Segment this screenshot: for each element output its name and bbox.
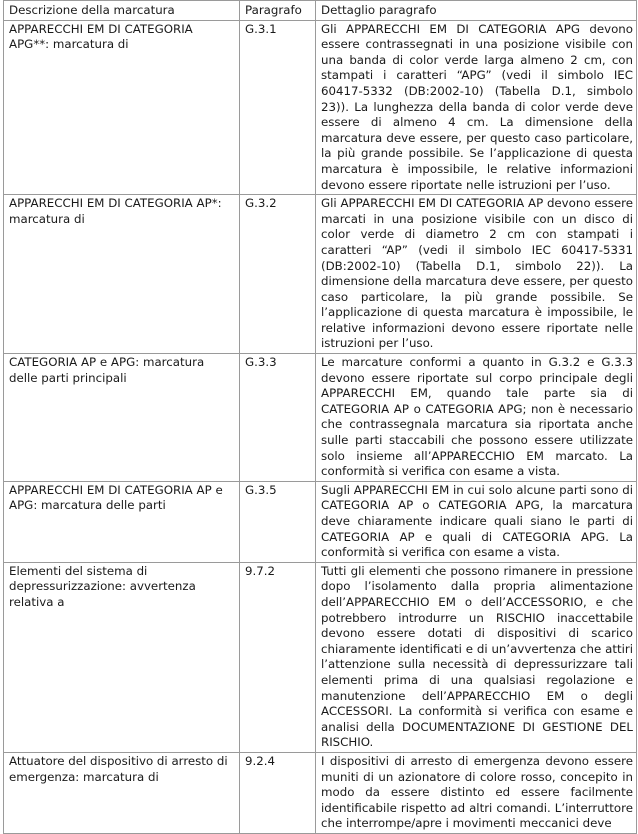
table-row [4,481,637,562]
cell-paragrafo: 9.2.4 [240,752,316,833]
cell-paragrafo: G.3.5 [240,481,316,562]
table-row [4,752,637,833]
header-dettaglio: Dettaglio paragrafo [316,1,637,21]
cell-paragrafo: 9.7.2 [240,562,316,752]
cell-descrizione: Elementi del sistema di depressurizzazione: avvertenza relativa a [4,562,240,752]
cell-dettaglio: Gli APPARECCHI EM DI CATEGORIA AP devono essere marcati in una posizione visibile con un disco di color verde di diametro 2 cm con stampati i caratteri “AP” (vedi il simbolo IEC 60417-5331 (DB:2002-10) (Tabella D.1, simbolo 22)). La dimensione della marcatura deve essere, per questo caso particolare, la più grande possibile. Se l’applicazione di questa marcatura è impossibile, le relative informazioni devono essere riportate nelle istruzioni per l’uso. [316,195,637,354]
cell-dettaglio: Tutti gli elementi che possono rimanere in pressione dopo l’isolamento dalla propria alimentazione dell’APPARECCHIO EM o dell’ACCESSORIO, e che potrebbero introdurre un RISCHIO inaccettabile devono essere dotati di dispositivi di scarico chiaramente identificati e di un’avvertenza che attiri l’attenzione sulla necessità di depressurizzare tali elementi prima di una qualsiasi regolazione e manutenzione dell’APPARECCHIO EM o degli ACCESSORI. La conformità si verifica con esame e analisi della DOCUMENTAZIONE DI GESTIONE DEL RISCHIO. [316,562,637,752]
table-row [4,562,637,752]
cell-paragrafo: G.3.3 [240,354,316,482]
cell-descrizione: APPARECCHI EM DI CATEGORIA AP*: marcatura di [4,195,240,354]
cell-paragrafo: G.3.2 [240,195,316,354]
header-paragrafo: Paragrafo [240,1,316,21]
cell-descrizione: APPARECCHI EM DI CATEGORIA AP e APG: marcatura delle parti [4,481,240,562]
marking-table [3,0,637,834]
cell-dettaglio: Le marcature conformi a quanto in G.3.2 e G.3.3 devono essere riportate sul corpo principale degli APPARECCHI EM, quando tale parte sia di CATEGORIA AP o CATEGORIA APG; non è necessario che contrassegnala marcatura sia riportata anche sulle parti staccabili che possono essere utilizzate solo insieme all’APPARECCHIO EM marcato. La conformità si verifica con esame a vista. [316,354,637,482]
table-row [4,195,637,354]
table-row [4,354,637,482]
cell-descrizione: APPARECCHI EM DI CATEGORIA APG**: marcatura di [4,20,240,195]
cell-descrizione: CATEGORIA AP e APG: marcatura delle parti principali [4,354,240,482]
cell-paragrafo: G.3.1 [240,20,316,195]
cell-dettaglio: I dispositivi di arresto di emergenza devono essere muniti di un azionatore di colore rosso, concepito in modo da essere distinto ed essere facilmente identificabile rispetto ad altri comandi. L’interruttore che interrompe/apre i movimenti meccanici deve [316,752,637,833]
header-row [4,1,637,21]
table-row [4,20,637,195]
cell-descrizione: Attuatore del dispositivo di arresto di emergenza: marcatura di [4,752,240,833]
cell-dettaglio: Gli APPARECCHI EM DI CATEGORIA APG devono essere contrassegnati in una posizione visibile con una banda di color verde larga almeno 2 cm, con stampati i caratteri “APG” (vedi il simbolo IEC 60417-5332 (DB:2002-10) (Tabella D.1, simbolo 23)). La lunghezza della banda di color verde deve essere di almeno 4 cm. La dimensione della marcatura deve essere, per questo caso particolare, la più grande possibile. Se l’applicazione di questa marcatura è impossibile, le relative informazioni devono essere riportate nelle istruzioni per l’uso. [316,20,637,195]
header-descrizione: Descrizione della marcatura [4,1,240,21]
cell-dettaglio: Sugli APPARECCHI EM in cui solo alcune parti sono di CATEGORIA AP o CATEGORIA APG, la marcatura deve chiaramente indicare quali siano le parti di CATEGORIA AP e quali di CATEGORIA APG. La conformità si verifica con esame a vista. [316,481,637,562]
